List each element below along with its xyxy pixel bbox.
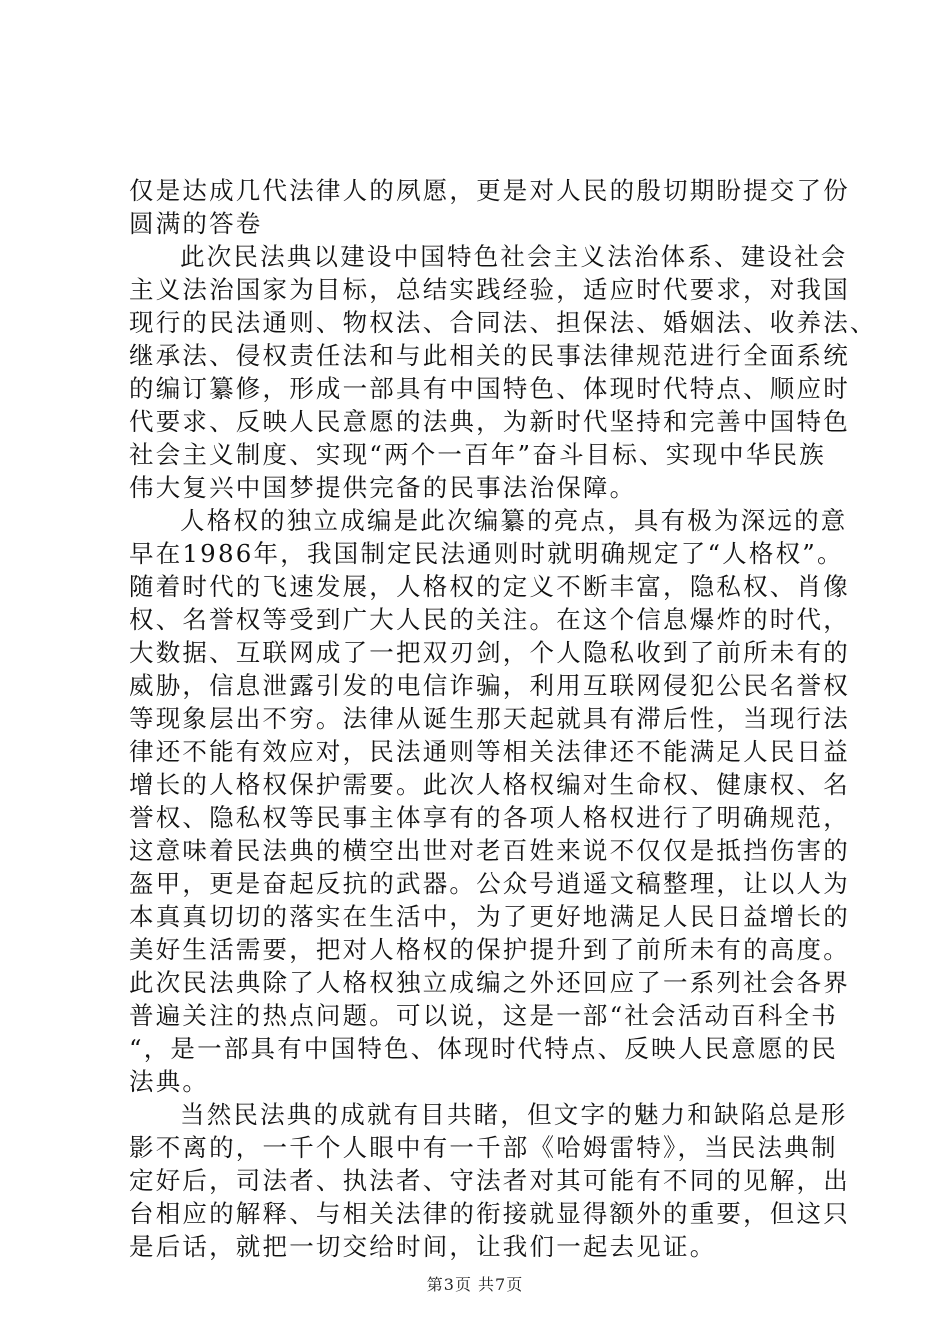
text-line: 的编订纂修，形成一部具有中国特色、体现时代特点、顺应时 [129,374,850,403]
text-line: 盔甲，更是奋起反抗的武器。公众号逍遥文稿整理，让以人为 [129,869,850,898]
text-line: 仅是达成几代法律人的夙愿，更是对人民的殷切期盼提交了份 [129,176,850,205]
text-line: 代要求、反映人民意愿的法典，为新时代坚持和完善中国特色 [129,407,850,436]
text-line: 誉权、隐私权等民事主体享有的各项人格权进行了明确规范， [129,803,850,832]
text-line: 律还不能有效应对，民法通则等相关法律还不能满足人民日益 [129,737,850,766]
text-line: 影不离的，一千个人眼中有一千部《哈姆雷特》，当民法典制 [129,1133,838,1162]
text-line: 继承法、侵权责任法和与此相关的民事法律规范进行全面系统 [129,341,850,370]
text-line: 大数据、互联网成了一把双刃剑，个人隐私收到了前所未有的 [129,638,850,667]
text-line: 美好生活需要，把对人格权的保护提升到了前所未有的高度。 [129,935,850,964]
text-line: 增长的人格权保护需要。此次人格权编对生命权、健康权、名 [129,770,850,799]
text-line: 定好后，司法者、执法者、守法者对其可能有不同的见解，出 [129,1166,850,1195]
text-line: 本真真切切的落实在生活中，为了更好地满足人民日益增长的 [129,902,850,931]
text-line: 此次民法典除了人格权独立成编之外还回应了一系列社会各界 [129,968,850,997]
text-line: “，是一部具有中国特色、体现时代特点、反映人民意愿的民 [129,1034,838,1063]
page-number-footer: 第3页 共7页 [426,1275,524,1294]
text-line: 伟大复兴中国梦提供完备的民事法治保障。 [129,473,637,502]
text-line: 台相应的解释、与相关法律的衔接就显得额外的重要，但这只 [129,1199,850,1228]
text-line: 威胁，信息泄露引发的电信诈骗，利用互联网侵犯公民名誉权 [129,671,850,700]
text-line: 是后话，就把一切交给时间，让我们一起去见证。 [129,1232,717,1261]
text-line: 法典。 [129,1067,210,1096]
paragraph-first-line: 当然民法典的成就有目共睹，但文字的魅力和缺陷总是形 [180,1100,848,1129]
text-line: 权、名誉权等受到广大人民的关注。在这个信息爆炸的时代， [129,605,850,634]
text-line: 主义法治国家为目标，总结实践经验，适应时代要求，对我国 [129,275,850,304]
text-line: 这意味着民法典的横空出世对老百姓来说不仅仅是抵挡伤害的 [129,836,850,865]
paragraph-first-line: 此次民法典以建设中国特色社会主义法治体系、建设社会 [180,242,848,271]
text-line: 圆满的答卷 [129,209,263,238]
text-line: 等现象层出不穷。法律从诞生那天起就具有滞后性，当现行法 [129,704,850,733]
text-line: 早在1986年，我国制定民法通则时就明确规定了“人格权”。 [129,539,844,568]
paragraph-first-line: 人格权的独立成编是此次编纂的亮点，具有极为深远的意 [180,506,848,535]
text-line: 普遍关注的热点问题。可以说，这是一部“社会活动百科全书 [129,1001,838,1030]
text-line: 社会主义制度、实现“两个一百年”奋斗目标、实现中华民族 [129,440,826,469]
text-line: 现行的民法通则、物权法、合同法、担保法、婚姻法、收养法、 [129,308,877,337]
text-line: 随着时代的飞速发展，人格权的定义不断丰富，隐私权、肖像 [129,572,850,601]
